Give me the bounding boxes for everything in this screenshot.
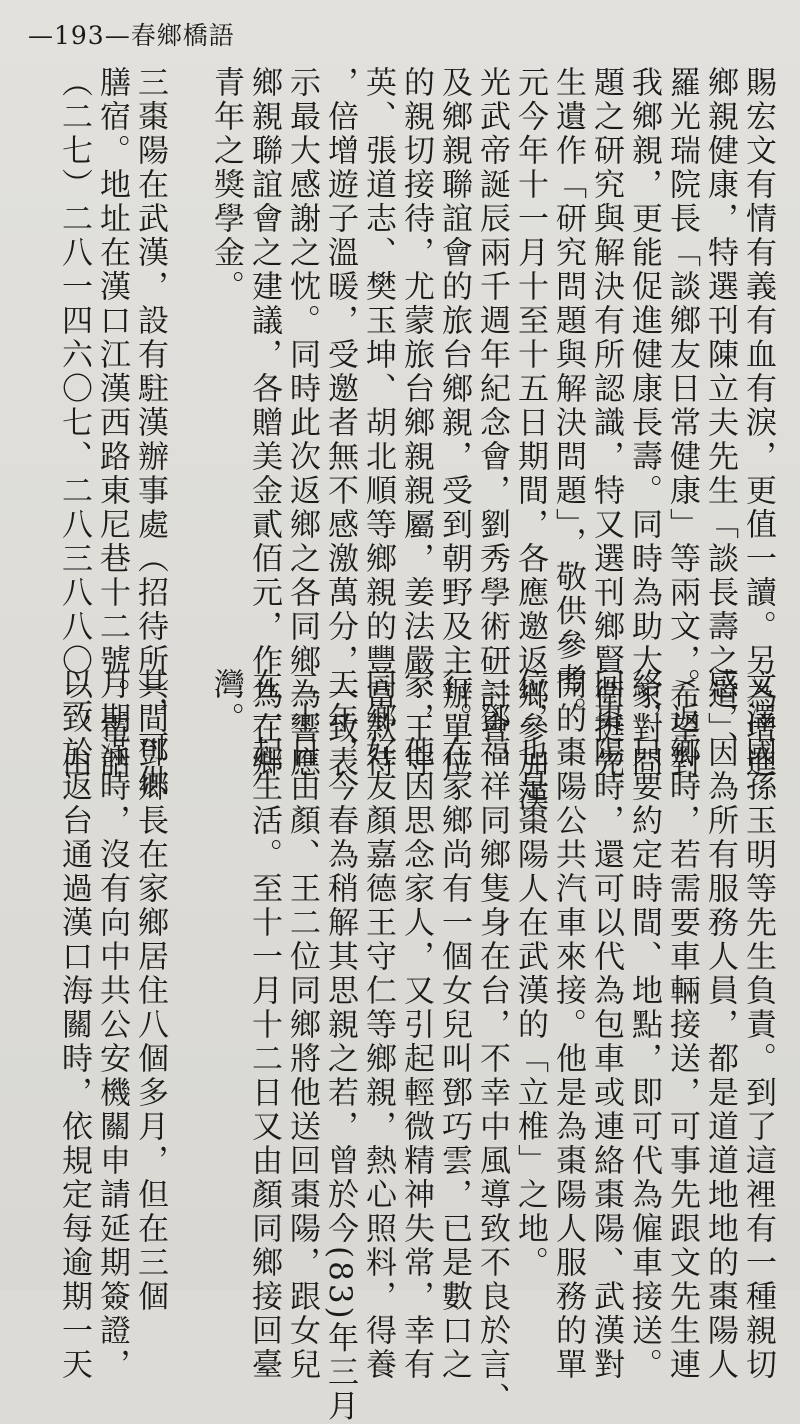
text-column: 回棗陽時，還可以代為包車或連絡棗陽、武漢對 (588, 668, 624, 1382)
text-column: 鄉親健康，特選刊陳立夫先生「談長壽之道」、 (702, 66, 738, 765)
text-column: 家，他因思念家人，又引起輕微精神失常，幸有 (398, 668, 434, 1382)
text-column: 二十日由顏、王二位同鄉將他送回棗陽，跟女兒 (284, 668, 320, 1382)
text-column: 其間鄧鄉長在家鄉居住八個多月，但在三個 (132, 668, 168, 1314)
text-column: 三鄧福祥同鄉隻身在台，不幸中風導致不良於言、 (474, 668, 510, 1416)
text-column: 賜宏文有情有義有血有淚，更值一讀。另為增進 (740, 66, 776, 780)
text-column: 鄉親聯誼會之建議，各贈美金貳佰元，作為在鄉 (246, 66, 282, 780)
text-column: 及鄉親聯誼會的旅台鄉親，受到朝野及主辦單位 (436, 66, 472, 780)
text-column: 行。在家鄉尚有一個女兒叫鄧巧雲，已是數口之 (436, 668, 472, 1382)
text-column: 英、張道志、樊玉坤、胡北順等鄉親的豐富款待 (360, 66, 396, 780)
text-column: 。返鄉時，若需要車輛接送，可事先跟文先生連 (664, 668, 700, 1382)
text-column: 同鄉好友顏嘉德王守仁等鄉親，熱心照料，得養 (360, 668, 396, 1382)
text-column: 膳宿。地址在漢口江漢西路東尼巷十二號。電話 (94, 66, 130, 780)
text-column: 感，因為所有服務人員，都是道道地地的棗陽人 (702, 668, 738, 1382)
text-column: 開的棗陽公共汽車來接。他是為棗陽人服務的單 (550, 668, 586, 1382)
text-column: ，倍增遊子溫暖，受邀者無不感激萬分，一致表 (322, 66, 358, 780)
text-column: 在一起生活。至十一月十二日又由顏同鄉接回臺 (246, 668, 282, 1382)
text-column: 天年，今春為稍解其思親之若，曾於今(83)年三月 (322, 668, 358, 1424)
text-column: 元今年十一月十至十五日期間，各應邀返鄉參加漢 (512, 66, 548, 814)
text-column: 月期滿時，沒有向中共公安機關申請延期簽證， (94, 668, 130, 1382)
text-column: 灣。 (208, 668, 244, 736)
text-column: 絡，只要約定時間、地點，即可代為僱車接送。 (626, 668, 662, 1382)
text-column: 我鄉親，更能促進健康長壽。同時為助大家對問 (626, 66, 662, 780)
text-column: 文澤國孫玉明等先生負責。到了這裡有一種親切 (740, 668, 776, 1382)
text-column: 以致於返台通過漢口海關時，依規定每逾期一天 (56, 668, 92, 1382)
text-column: 三棗陽在武漢，設有駐漢辦事處（招待所），可供 (132, 66, 168, 799)
text-column: 示最大感謝之忱。同時此次返鄉之各同鄉為響應 (284, 66, 320, 780)
page-header: —193—春鄉橋語 (28, 21, 235, 50)
text-column: 青年之獎學金。 (208, 66, 244, 304)
text-column: 光武帝誕辰兩千週年紀念會，劉秀學術研討會， (474, 66, 510, 780)
text-column: 題之研究與解決有所認識，特又選刊鄉賢衛挺先 (588, 66, 624, 780)
text-column: （二七）二八一四六〇七、二八三八八〇二，由 (56, 66, 92, 780)
text-column: 羅光瑞院長「談鄉友日常健康」等兩文，希望對 (664, 66, 700, 780)
text-column: 生遺作「研究問題與解決問題」，敬供參考。 (550, 66, 586, 731)
text-column: 的親切接待，尤蒙旅台鄉親親屬，姜法嚴、王守 (398, 66, 434, 780)
text-column: 位，也是棗陽人在武漢的「立椎」之地。 (512, 668, 548, 1280)
